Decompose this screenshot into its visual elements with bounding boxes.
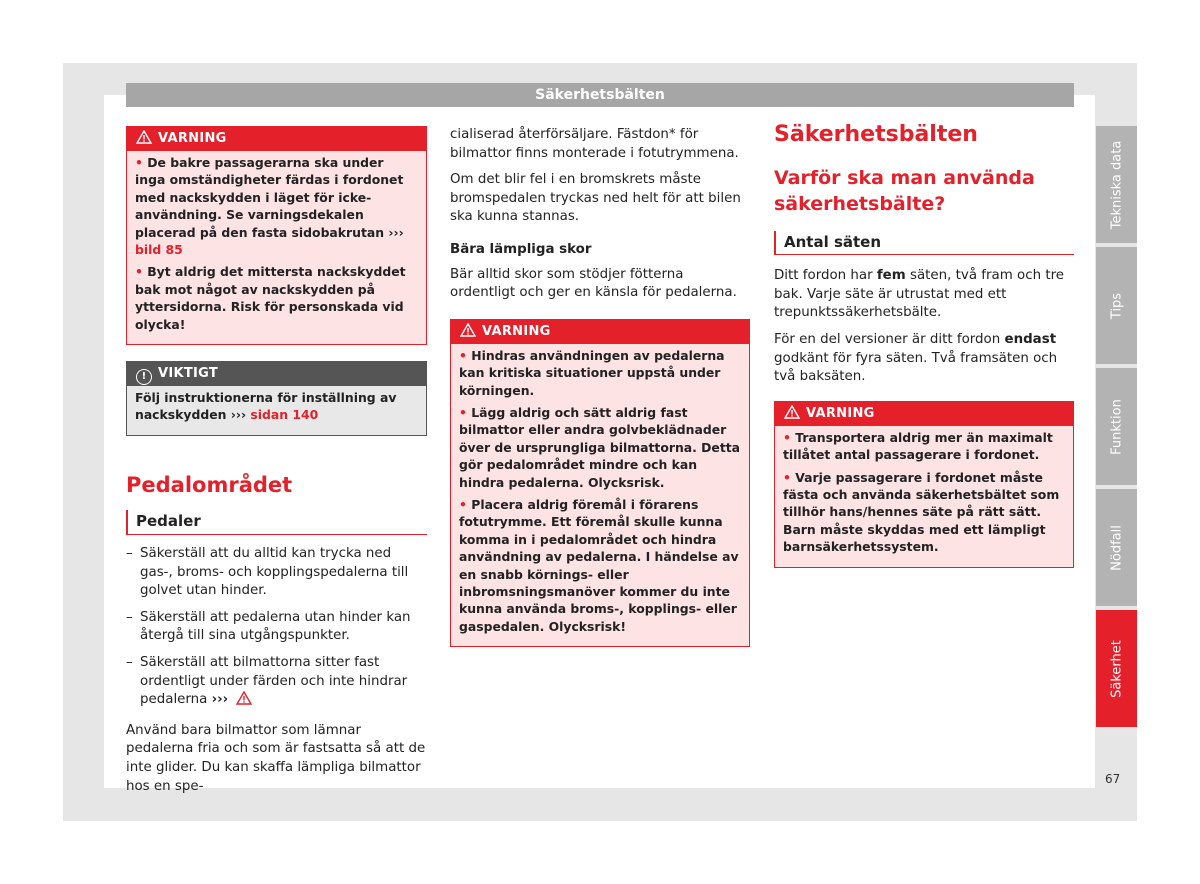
important-box: [126, 361, 427, 436]
chapter-title: Säkerhetsbälten: [774, 122, 978, 147]
warning-item: • Varje passagerare i fordonet måste fästa och använda säkerhetsbältet som tillhör hans/hennes säte på rätt sätt. Barn måste skyddas med ett lämpligt barnsäkerhetssystem.: [783, 469, 1060, 555]
paragraph: Ditt fordon har fem säten, två fram och tre bak. Varje säte är utrustat med ett trepunktssäkerhetsbälte.: [774, 268, 1065, 321]
column-3: [774, 122, 1074, 568]
warning-triangle-icon[interactable]: [236, 691, 252, 705]
warning-title: VARNING: [482, 323, 551, 339]
tab-tips[interactable]: Tips: [1096, 247, 1137, 364]
page-link[interactable]: sidan 140: [250, 407, 319, 423]
subheading: Pedaler: [126, 510, 427, 535]
paragraph: Bär alltid skor som stödjer fötterna ordentligt och ger en känsla för pedalerna.: [450, 266, 737, 301]
warning-box-seatbelts: [774, 401, 1074, 568]
warning-triangle-icon: [784, 405, 800, 419]
important-title: VIKTIGT: [158, 366, 219, 382]
figure-link[interactable]: bild 85: [135, 242, 183, 258]
column-1: [126, 126, 427, 804]
warning-box-pedals: [450, 319, 750, 648]
warning-header: [127, 127, 426, 151]
warning-item: • Placera aldrig föremål i förarens fotutrymme. Ett föremål skulle kunna komma in i pedalområdet och hindra användning av pedalerna. I händelse av en snabb körnings- eller inbromsningsmanöver kommer du inte kunna använda broms-, kopplings- eller gaspedalen. Olycksrisk!: [459, 497, 739, 634]
tab-sakerhet[interactable]: Säkerhet: [1096, 610, 1137, 727]
paragraph: Använd bara bilmattor som lämnar pedalerna fria och som är fastsatta så att de inte glider. Du kan skaffa lämpliga bilmattor hos en spe-: [126, 722, 426, 794]
tab-tekniska-data[interactable]: Tekniska data: [1096, 126, 1137, 243]
subheading: Antal säten: [774, 231, 1074, 256]
important-text: Följ instruktionerna för inställning av nackskydden ››› sidan 140: [135, 390, 397, 423]
warning-header: [775, 402, 1073, 426]
info-circle-icon: !: [136, 369, 152, 385]
warning-item: • De bakre passagerarna ska under inga omständigheter färdas i fordonet med nackskydden i läget för icke-användning. Se varningsdekalen placerad på den fasta sidobakrutan ››› bild 85: [135, 155, 404, 258]
paragraph-heading: Bära lämpliga skor: [450, 241, 592, 257]
list-item: – Säkerställ att du alltid kan trycka ned gas-, broms- och kopplingspedalerna till golvet utan hinder.: [126, 546, 409, 599]
page-number: 67: [1105, 772, 1121, 786]
warning-title: VARNING: [158, 131, 227, 146]
section-heading: Varför ska man använda säkerhetsbälte?: [774, 166, 1035, 215]
warning-item: • Byt aldrig det mittersta nackskyddet bak mot något av nackskydden på yttersidorna. Risk för personskada vid olycka!: [135, 264, 406, 332]
section-heading: Pedalområdet: [126, 472, 293, 497]
tab-funktion[interactable]: Funktion: [1096, 368, 1137, 485]
list-item: – Säkerställ att pedalerna utan hinder kan återgå till sina utgångspunkter.: [126, 609, 411, 644]
warning-header: [451, 320, 749, 344]
important-header: [127, 362, 426, 386]
warning-item: • Hindras användningen av pedalerna kan kritiska situationer uppstå under körningen.: [459, 347, 725, 398]
list-item: – Säkerställ att bilmattorna sitter fast ordentligt under färden och inte hindrar pedalerna ›››: [126, 655, 408, 708]
warning-item: • Lägg aldrig och sätt aldrig fast bilmattor eller andra golvbeklädnader över de ursprungliga bilmattorna. Detta gör pedalområdet mindre och kan hindra pedalerna. Olycksrisk.: [459, 404, 741, 490]
paragraph: Om det blir fel i en bromskrets måste bromspedalen tryckas ned helt för att bilen ska kunna stannas.: [450, 172, 741, 225]
column-2: [450, 126, 750, 647]
warning-item: • Transportera aldrig mer än maximalt tillåtet antal passagerare i fordonet.: [783, 429, 1053, 463]
link-arrow: ›››: [388, 224, 404, 240]
tab-nodfall[interactable]: Nödfall: [1096, 489, 1137, 606]
section-header: Säkerhetsbälten: [126, 83, 1074, 107]
warning-box-headrests: [126, 126, 427, 345]
paragraph: cialiserad återförsäljare. Fästdon* för bilmattor finns monterade i fotutrymmena.: [450, 127, 739, 161]
warning-triangle-icon: [460, 323, 476, 337]
paragraph: För en del versioner är ditt fordon endast godkänt för fyra säten. Två framsäten och två baksäten.: [774, 331, 1058, 385]
warning-triangle-icon: [136, 130, 152, 144]
warning-title: VARNING: [806, 405, 875, 421]
